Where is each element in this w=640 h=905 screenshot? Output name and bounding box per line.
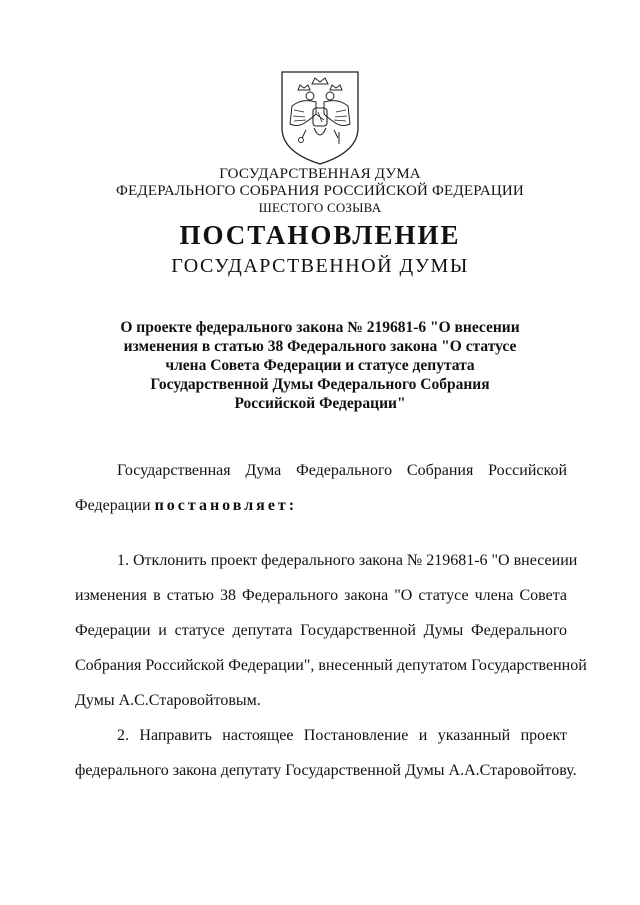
preamble-subject: Федерации bbox=[75, 497, 151, 514]
state-emblem bbox=[276, 68, 364, 168]
item-line: Федерации и статусе депутата Государственной Думы Федерального bbox=[75, 622, 567, 639]
org-name-line1: ГОСУДАРСТВЕННАЯ ДУМА bbox=[219, 166, 421, 182]
org-name-line2: ФЕДЕРАЛЬНОГО СОБРАНИЯ РОССИЙСКОЙ ФЕДЕРАЦИИ bbox=[116, 183, 524, 199]
document-title: ПОСТАНОВЛЕНИЕ bbox=[179, 220, 461, 250]
subject-line: Российской Федерации" bbox=[234, 395, 406, 412]
convocation: ШЕСТОГО СОЗЫВА bbox=[258, 200, 382, 215]
subject-line: члена Совета Федерации и статусе депутата bbox=[165, 357, 475, 374]
document-subtitle: ГОСУДАРСТВЕННОЙ ДУМЫ bbox=[171, 255, 469, 277]
item-line: 1. Отклонить проект федерального закона № 219681-6 "О внесеиии bbox=[117, 552, 578, 569]
item-line: Собрания Российской Федерации", внесенный депутатом Государственной bbox=[75, 657, 587, 674]
russian-coat-of-arms-icon bbox=[276, 68, 364, 168]
item-line: изменения в статью 38 Федерального закона "О статусе члена Совета bbox=[75, 587, 567, 604]
preamble-line bbox=[75, 497, 567, 515]
preamble-verb: постановляет: bbox=[154, 497, 298, 514]
subject-line: изменения в статью 38 Федерального закона "О статусе bbox=[123, 338, 517, 355]
preamble-line: Государственная Дума Федерального Собрания Российской bbox=[117, 462, 567, 479]
subject-line: Государственной Думы Федерального Собрания bbox=[150, 376, 490, 393]
item-line: Думы А.С.Старовойтовым. bbox=[75, 692, 261, 709]
item-line: 2. Направить настоящее Постановление и указанный проект bbox=[117, 727, 567, 744]
item-line: федерального закона депутату Государственной Думы А.А.Старовойтову. bbox=[75, 762, 577, 779]
subject-line: О проекте федерального закона № 219681-6 "О внесении bbox=[120, 319, 520, 336]
